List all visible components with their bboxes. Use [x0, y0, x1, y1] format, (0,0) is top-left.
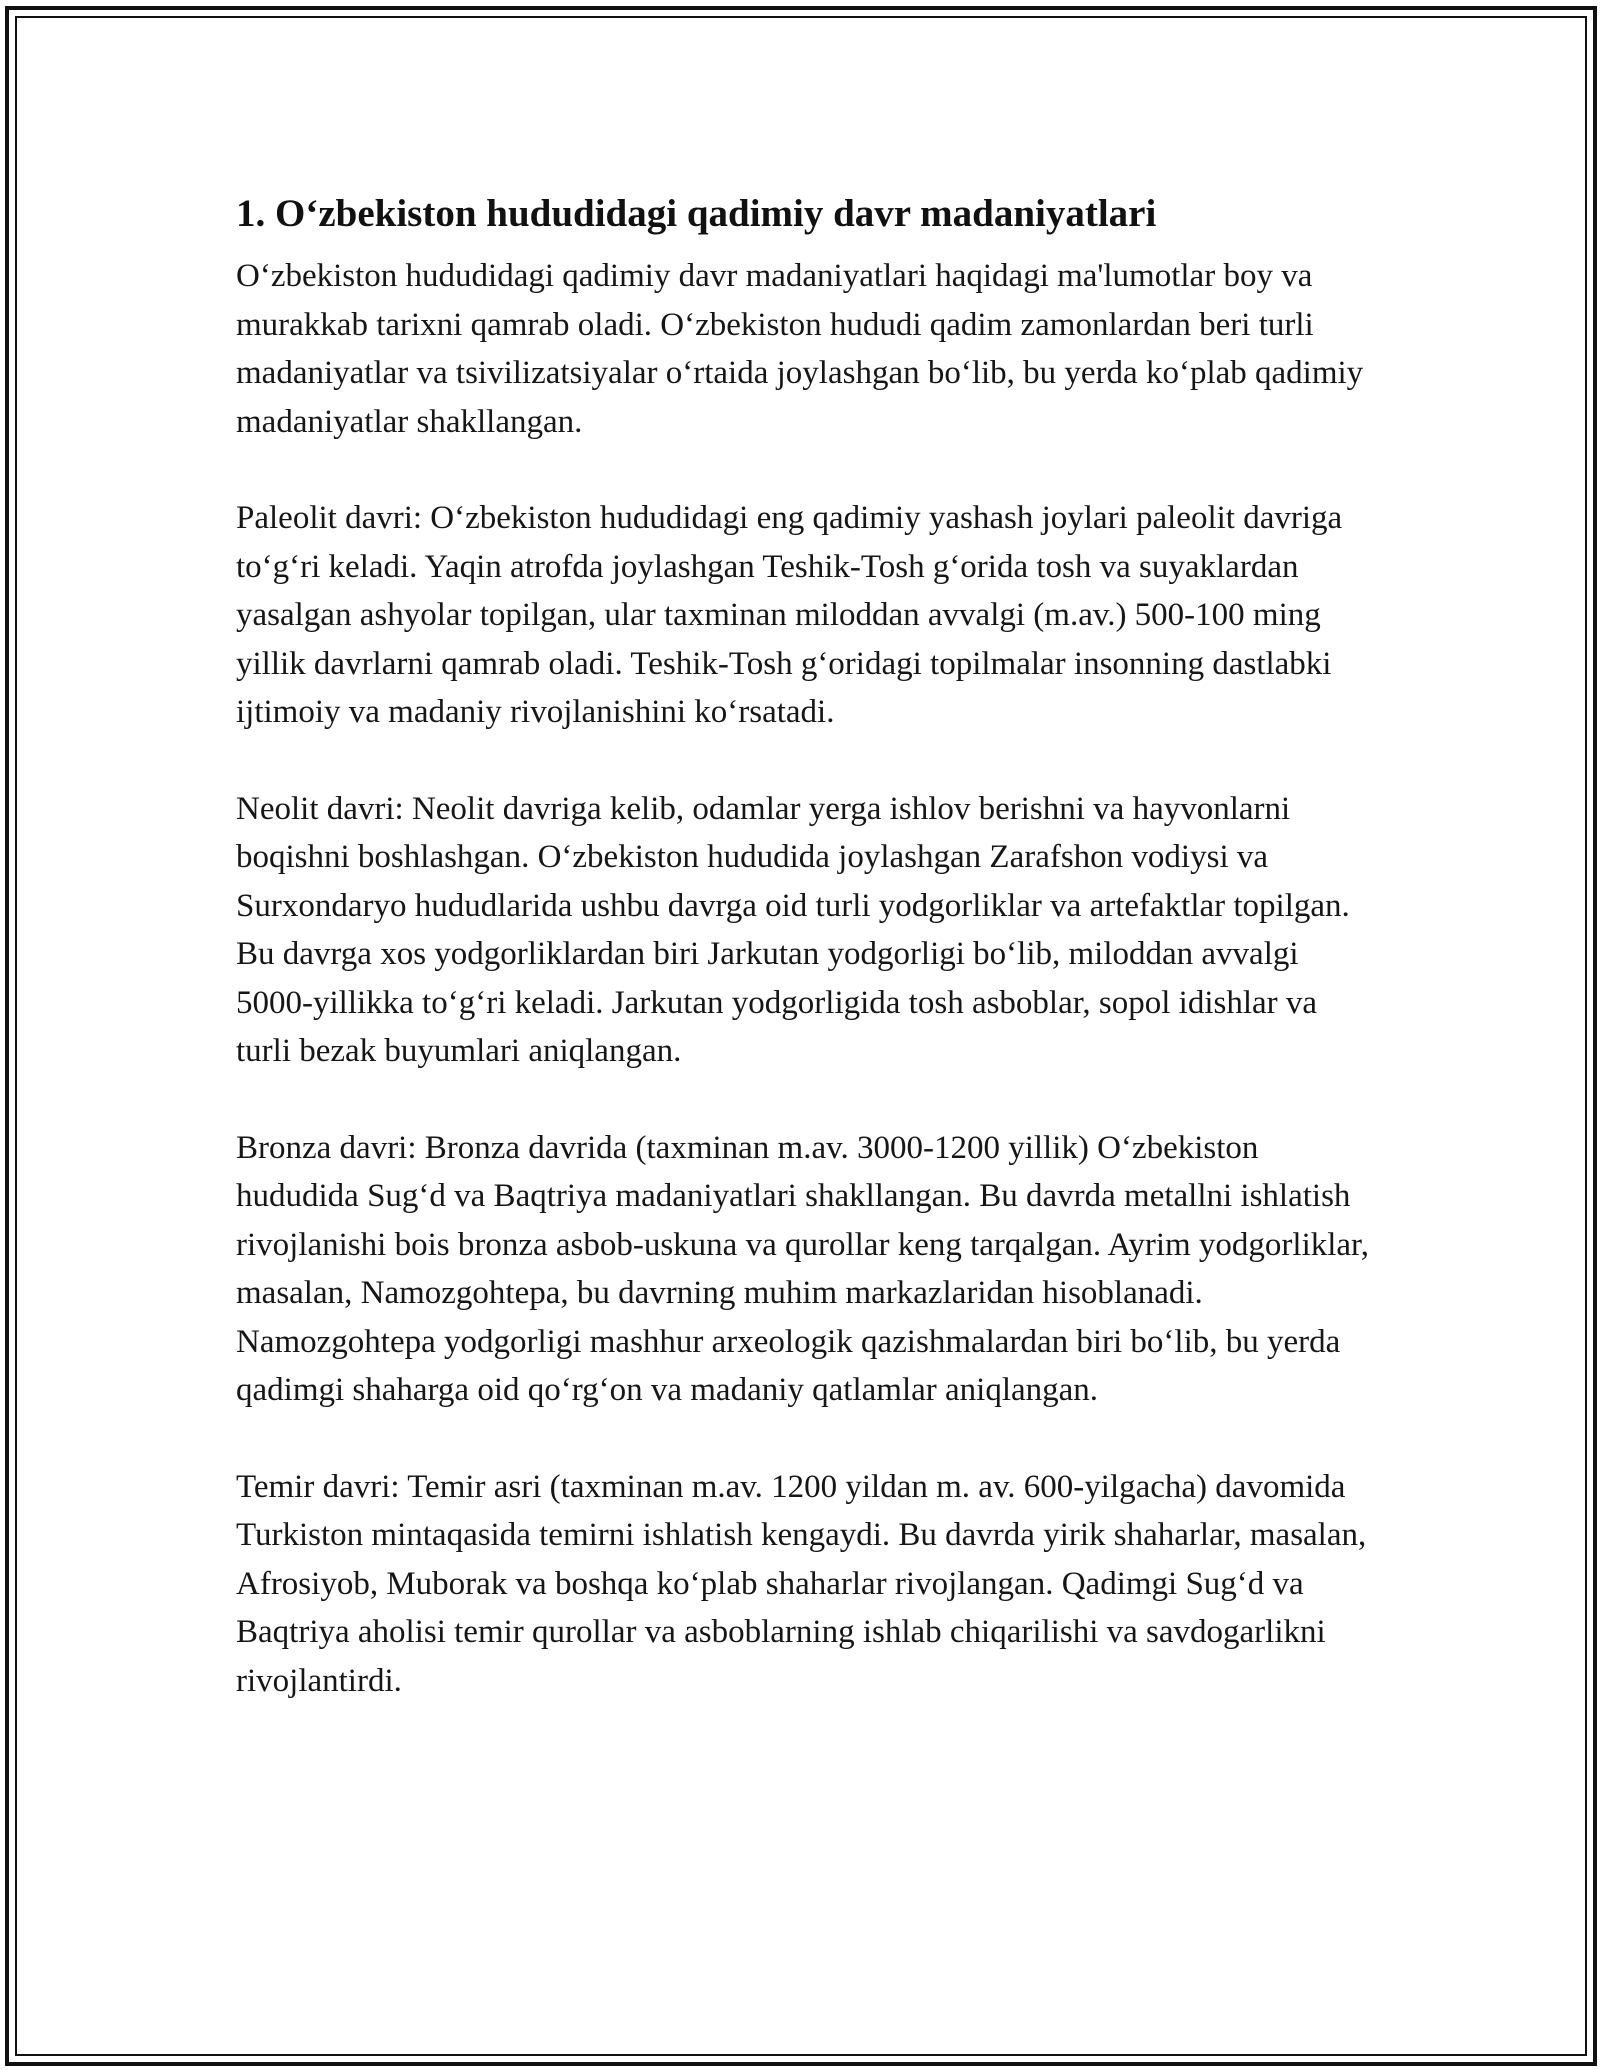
- section-title: 1. O‘zbekiston hududidagi qadimiy davr madaniyatlari: [236, 192, 1157, 235]
- paragraph-neolit: Neolit davri: Neolit davriga kelib, odamlar yerga ishlov berishni va hayvonlarni boqishni boshlashgan. O‘zbekiston hududida joylashgan Zarafshon vodiysi va Surxondaryo hududlarida ushbu davrga oid turli yodgorliklar va artefaktlar topilgan. Bu davrga xos yodgorliklardan biri Jarkutan yodgorligi bo‘lib, miloddan avvalgi 5000-yillikka to‘g‘ri keladi. Jarkutan yodgorligida tosh asboblar, sopol idishlar va turli bezak buyumlari aniqlangan.: [236, 790, 1350, 1069]
- paragraph-bronza: Bronza davri: Bronza davrida (taxminan m.av. 3000-1200 yillik) O‘zbekiston hududida Sug‘d va Baqtriya madaniyatlari shakllangan. Bu davrda metallni ishlatish rivojlanishi bois bronza asbob-uskuna va qurollar keng tarqalgan. Ayrim yodgorliklar, masalan, Namozgohtepa, bu davrning muhim markazlaridan hisoblanadi. Namozgohtepa yodgorligi mashhur arxeologik qazishmalardan biri bo‘lib, bu yerda qadimgi shaharga oid qo‘rg‘on va madaniy qatlamlar aniqlangan.: [236, 1129, 1369, 1408]
- paragraph-temir: Temir davri: Temir asri (taxminan m.av. 1200 yildan m. av. 600-yilgacha) davomida Turkiston mintaqasida temirni ishlatish kengaydi. Bu davrda yirik shaharlar, masalan, Afrosiyob, Muborak va boshqa ko‘plab shaharlar rivojlangan. Qadimgi Sug‘d va Baqtriya aholisi temir qurollar va asboblarning ishlab chiqarilishi va savdogarlikni rivojlantirdi.: [236, 1468, 1367, 1699]
- paragraph-paleolit: Paleolit davri: O‘zbekiston hududidagi eng qadimiy yashash joylari paleolit davriga to‘g‘ri keladi. Yaqin atrofda joylashgan Teshik-Tosh g‘orida tosh va suyaklardan yasalgan ashyolar topilgan, ular taxminan miloddan avvalgi (m.av.) 500-100 ming yillik davrlarni qamrab oladi. Teshik-Tosh g‘oridagi topilmalar insonning dastlabki ijtimoiy va madaniy rivojlanishini ko‘rsatadi.: [236, 500, 1343, 730]
- paragraph-intro: O‘zbekiston hududidagi qadimiy davr madaniyatlari haqidagi ma'lumotlar boy va murakkab tarixni qamrab oladi. O‘zbekiston hududi qadim zamonlardan beri turli madaniyatlar va tsivilizatsiyalar o‘rtaida joylashgan bo‘lib, bu yerda ko‘plab qadimiy madaniyatlar shakllangan.: [236, 258, 1364, 440]
- document-body: [236, 188, 1376, 1753]
